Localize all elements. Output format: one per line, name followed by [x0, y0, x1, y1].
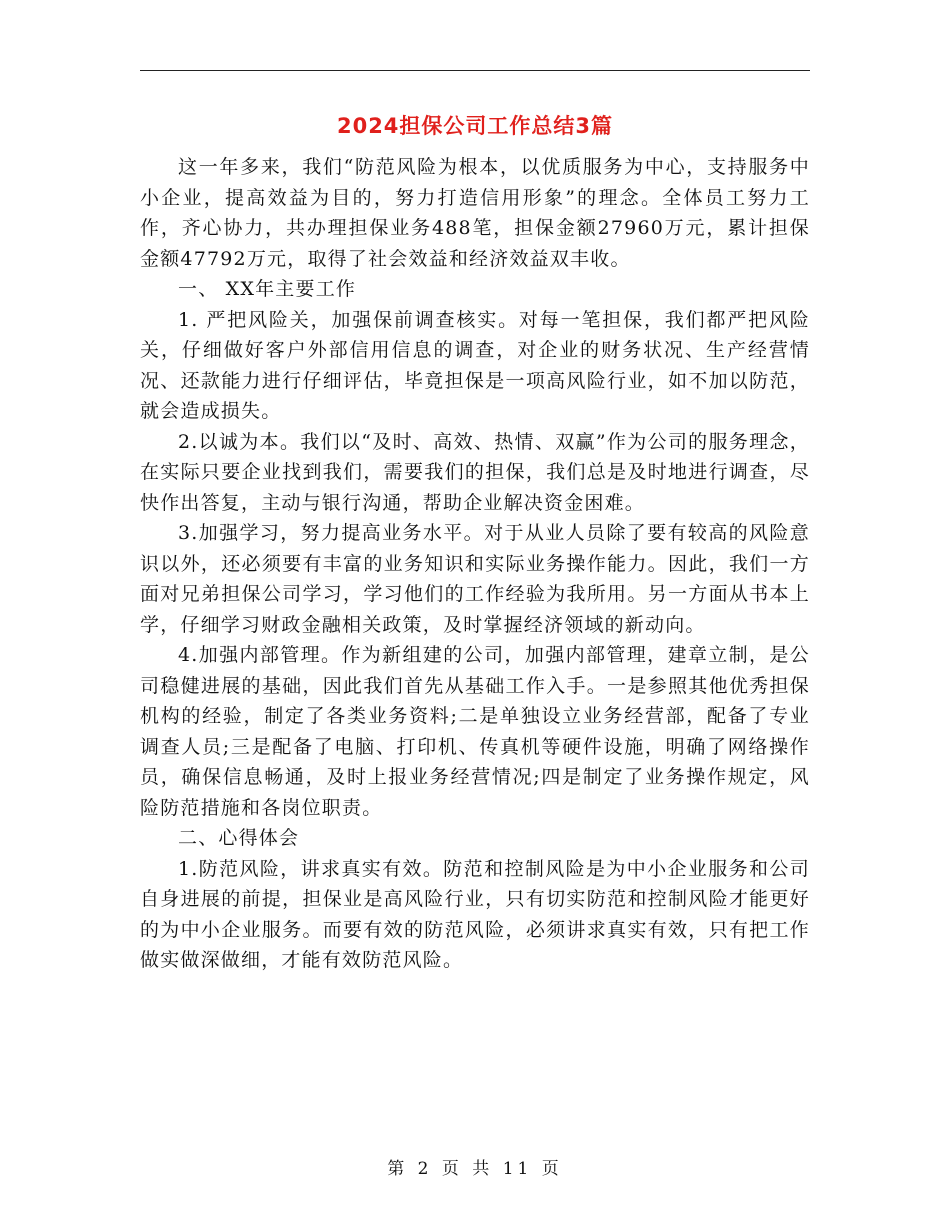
paragraph-insight-1: 1.防范风险，讲求真实有效。防范和控制风险是为中小企业服务和公司自身进展的前提，担保业是高风险行业，只有切实防范和控制风险才能更好的为中小企业服务。而要有效的防范风险，必须讲求真实有效，只有把工作做实做深做细，才能有效防范风险。 [140, 857, 810, 971]
document-title: 2024担保公司工作总结3篇 [336, 114, 614, 138]
paragraph-item-3: 3.加强学习，努力提高业务水平。对于从业人员除了要有较高的风险意识以外，还必须要有丰富的业务知识和实际业务操作能力。因此，我们一方面对兄弟担保公司学习，学习他们的工作经验为我所用。另一方面从书本上学，仔细学习财政金融相关政策，及时掌握经济领域的新动向。 [140, 522, 810, 636]
document-body [140, 152, 810, 976]
paragraph-intro: 这一年多来，我们“防范风险为根本，以优质服务为中心，支持服务中小企业，提高效益为目的，努力打造信用形象”的理念。全体员工努力工作，齐心协力，共办理担保业务488笔，担保金额27960万元，累计担保金额47792万元，取得了社会效益和经济效益双丰收。 [140, 156, 810, 270]
section-heading-1: 一、 XX年主要工作 [178, 278, 357, 300]
paragraph-item-1: 1. 严把风险关，加强保前调查核实。对每一笔担保，我们都严把风险关，仔细做好客户外部信用信息的调查，对企业的财务状况、生产经营情况、还款能力进行仔细评估，毕竟担保是一项高风险行业，如不加以防范，就会造成损失。 [140, 308, 810, 422]
header-rule [140, 70, 810, 71]
paragraph-item-4: 4.加强内部管理。作为新组建的公司，加强内部管理，建章立制，是公司稳健进展的基础，因此我们首先从基础工作入手。一是参照其他优秀担保机构的经验，制定了各类业务资料;二是单独设立业务经营部，配备了专业调查人员;三是配备了电脑、打印机、传真机等硬件设施，明确了网络操作员，确保信息畅通，及时上报业务经营情况;四是制定了业务操作规定，风险防范措施和各岗位职责。 [140, 644, 810, 819]
section-heading-2: 二、心得体会 [178, 827, 300, 849]
page-number: 第 2 页 共 11 页 [387, 1159, 563, 1179]
paragraph-item-2: 2.以诚为本。我们以“及时、高效、热情、双赢”作为公司的服务理念，在实际只要企业找到我们，需要我们的担保，我们总是及时地进行调查，尽快作出答复，主动与银行沟通，帮助企业解决资金困难。 [140, 430, 810, 514]
